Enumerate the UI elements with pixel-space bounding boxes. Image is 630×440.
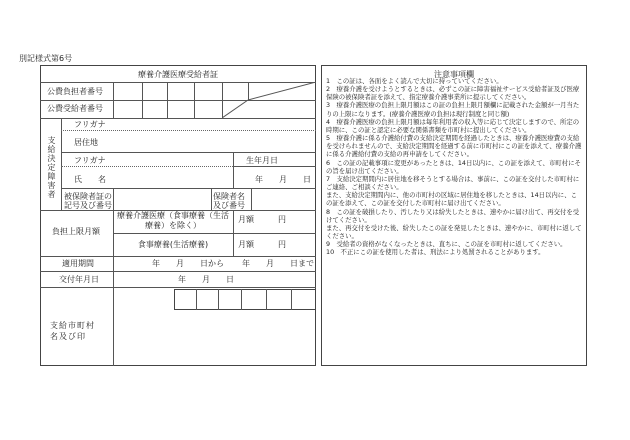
note-item: 5 療養介護に係る介護給付費の支給決定期間を経過したときは、療養介護医療費の支給を受けられませんので、支給決定期間を経過する前に市町村にこの証を添えて、療養介護に係る介護給付費の支給の再申請をしてください。 [326,134,582,159]
issue-date-value: 年 月 日 [178,275,234,284]
furigana-label-2: フリガナ [74,156,106,165]
note-item: 9 受給者の資格がなくなったときは、直ちに、この証を市町村に返してください。 [326,240,567,249]
form-label: 別記様式第6号 [19,54,73,63]
issue-date-label: 交付年月日 [59,275,99,284]
notes-list [326,77,582,256]
insurer-name-label: 保険者名及び番号 [213,192,245,210]
note-item: また、支給決定期間内に、他の市町村の区域に居住地を移したときは、14日以内に、この証を添えて、この証を交付した市町村に届け出てください。 [326,191,577,208]
notes-title: 注意事項欄 [434,70,474,79]
note-item: 4 療養介護医療の負担上限月額は毎年利用者の収入等に応じて決定しますので、所定の時期に、この証と認定に必要な関係書類を市町村に提出してください。 [326,117,580,134]
birth-date-label: 生年月日 [246,156,278,165]
monthly-limit-label: 負担上限月額 [52,227,100,236]
residence-label: 居住地 [74,138,98,147]
insured-symbol-label: 被保険者証の記号及び番号 [64,192,112,210]
municipality-label: 支給市町村名及び印 [50,321,95,341]
note-item: 6 この証の記載事項に変更があったときは、14日以内に、この証を添えて、市町村にその旨を届け出てください。 [326,158,581,175]
recipient-number-label: 公費受給者番号 [47,104,103,113]
note-item: 8 この証を破損したり、汚したり又は紛失したときは、速やかに届け出て、再交付を受けてください。 [326,207,580,224]
note-item: 7 支給決定期間内に居住地を移そうとする場合は、事前に、この証を交付した市町村にご連絡、ご相談ください。 [326,174,580,192]
valid-period-label: 適用期間 [62,259,94,268]
valid-period-from: 年 月 日から [152,259,224,268]
payer-number-label: 公費負担者番号 [47,87,103,96]
note-item: 1 この証は、各面をよく読んで大切に持っていてください。 [326,77,503,85]
note-item: また、再交付を受けた後、紛失したこの証を発見したときは、速やかに、市町村に返してください。 [326,223,582,240]
diagonal-strike [222,82,316,118]
note-item: 2 療養介護を受けようとするときは、必ずこの証に障害福祉サービス受給者証及び医療保険の被保険者証を添えて、指定療養介護事業所に提示してください。 [326,85,580,102]
name-label: 氏 名 [74,175,106,184]
meal-care-label: 食事療養(生活療養) [137,240,209,249]
recipient-section-label: 支給決定障害者 [47,136,56,199]
note-item: 10 不正にこの証を使用した者は、刑法により処罰されることがあります。 [326,248,545,257]
card-title: 療養介護医療受給者証 [138,70,218,79]
medical-monthly-amount: 月額 円 [238,215,286,224]
meal-monthly-amount: 月額 円 [238,240,286,249]
furigana-label-1: フリガナ [74,120,106,129]
medical-care-label: 療養介護医療（食事療養（生活療養）を除く） [117,211,229,230]
valid-period-to: 年 月 日まで [242,259,314,268]
note-item: 3 療養介護医療の負担上限月額はこの証の負担上限月額欄に記載された金額が一月当たりの上限になります。(療養介護医療の負担は現行制度と同じ額) [326,101,580,118]
birth-date-value: 年 月 日 [255,175,311,184]
